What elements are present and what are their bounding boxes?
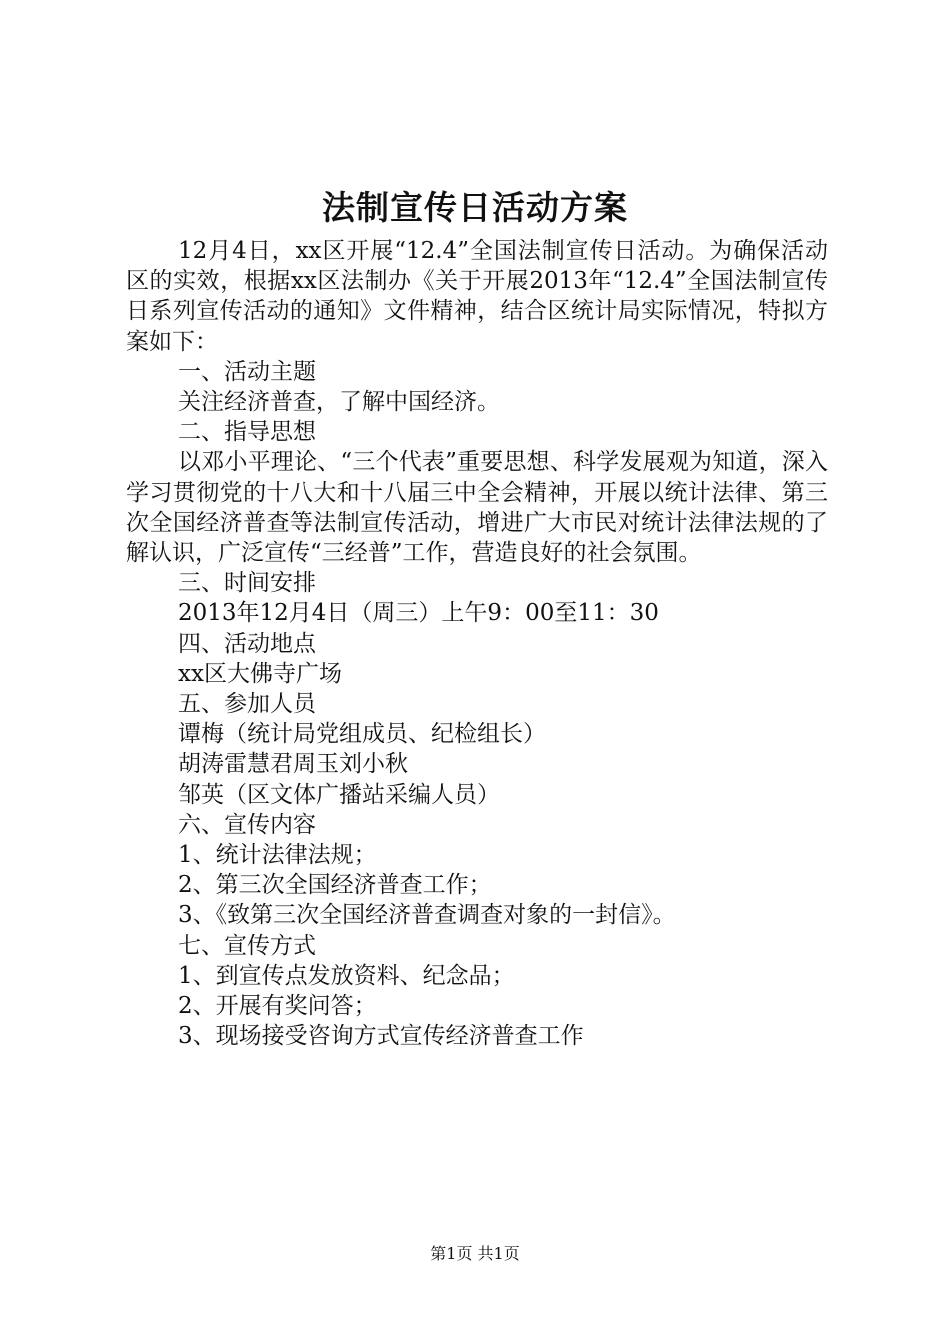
content-item: 1、统计法律法规； [178,842,377,869]
section-heading-theme: 一、活动主题 [178,358,316,385]
content-item: 2、第三次全国经济普查工作； [178,872,492,899]
participant-line: 胡涛雷慧君周玉刘小秋 [178,751,408,778]
method-item: 1、到宣传点发放资料、纪念品； [178,962,515,989]
section-text-location: xx区大佛寺广场 [178,660,342,687]
intro-paragraph: 12月4日，xx区开展“12.4”全国法制宣传日活动。为确保活动区的实效，根据xx区法制办《关于开展2013年“12.4”全国法制宣传日系列宣传活动的通知》文件精神，结合区统计局实际情况，特拟方案如下： [126,238,829,355]
participant-line: 谭梅（统计局党组成员、纪检组长） [178,721,546,748]
document-title: 法制宣传日活动方案 [322,188,628,227]
section-heading-content: 六、宣传内容 [178,811,316,838]
section-heading-location: 四、活动地点 [178,630,316,657]
method-item: 2、开展有奖问答； [178,993,377,1020]
participant-line: 邹英（区文体广播站采编人员） [178,781,500,808]
section-heading-participants: 五、参加人员 [178,691,316,718]
page-footer: 第1页 共1页 [430,1244,520,1263]
section-heading-methods: 七、宣传方式 [178,932,316,959]
content-item: 3、《致第三次全国经济普查调查对象的一封信》。 [178,902,676,929]
method-item: 3、现场接受咨询方式宣传经济普查工作 [178,1023,584,1050]
section-heading-guiding-ideology: 二、指导思想 [178,419,316,446]
section-heading-schedule: 三、时间安排 [178,570,316,597]
section-text-guiding-ideology: 以邓小平理论、“三个代表”重要思想、科学发展观为知道，深入学习贯彻党的十八大和十八届三中全会精神，开展以统计法律、第三次全国经济普查等法制宣传活动，增进广大市民对统计法律法规的了解认识，广泛宣传“三经普”工作，营造良好的社会氛围。 [126,449,828,567]
document-body [126,236,828,1051]
section-text-schedule: 2013年12月4日（周三）上午9：00至11：30 [178,600,659,627]
section-text-theme: 关注经济普查，了解中国经济。 [178,389,500,416]
